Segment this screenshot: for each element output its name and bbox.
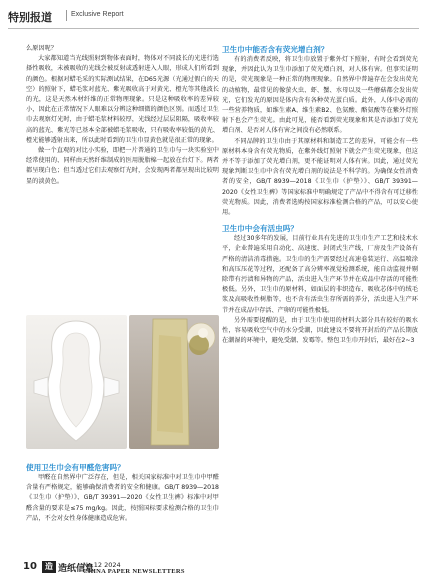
logo-mark: 造 [42,561,56,573]
yellowed-pad-image [129,315,219,449]
section-heading: 使用卫生巾会有甲醛危害吗？ [26,463,125,472]
sanitary-pad-image [26,315,127,449]
page-header [0,0,427,30]
issue-number: No.12 2024 [83,561,121,569]
header-rule [8,28,419,29]
paragraph: 有的消费者反映，将卫生巾放置于紫外灯下照射，有时会看到荧光现象，并因此认为卫生巾添加了荧光增白剂，对人体有害。但事实证明的是，荧光现象是一种正常的物理现象。自然界中普遍存在会发出荧光的动植物，最常见的像萤火虫、虾、蟹、水母以及一些蘑菇都会发出荧光，它们发光的原因是体内含有各种荧光蛋白质。此外，人体中必需的一些营养物质，如维生素A、维生素B2、色氨酸、酪氨酸等在紫外灯照射下也会产生荧光。由此可见，能否看到荧光现象和其是否添加了荧光增白剂、是否对人体有害之间没有必然联系。 [222,56,418,135]
header-divider [66,10,67,21]
magazine-brand: CHINA PAPER NEWSLETTERS [83,568,185,575]
page-number: 10 [23,561,37,572]
paragraph: 不同品牌的卫生巾由于其原材料和制造工艺的差异，可能会有一些原材料本身含有荧光物质，在紫外线灯照射下就会产生荧光现象，但这并不等于添加了荧光增白剂，更不能证明对人体有害。因此，通过荧光现象判断卫生巾中含有荧光增白剂的说法是不科学的。为确保女性消费者的安全，GB/T 8939—2018《卫生巾（护垫）》、GB/T 39391—2020《女性卫生裤》等国家标准中明确规定了产品中不得含有可迁移性荧光物质。因此，消费者选购按国家标准检测合格的产品，可以安心使用。 [222,137,418,217]
page-footer [0,556,427,579]
left-column [26,44,219,187]
paragraph: 甲醛在自然界中广泛存在，但是，相关国家标准中对卫生巾中甲醛含量有严格规定，能够确保消费者的安全和健康。GB/T 8939—2018《卫生巾（护垫）》、GB/T 39391—2020《女性卫生裤》标准中对甲醛含量的要求是≤75 mg/kg。因此，按照国标要求检测合格的卫生巾产品，不会对女性身体健康造成危害。 [26,474,219,522]
paragraph: 做一个直观的对比小实验，即把一片普通的卫生巾与一块实验室中经常使用的、同样由天然纤维制成的医用脱脂棉一起放在台灯下。两者都呈现白色；但当透过它们去观察灯光时，会发现两者都呈现出比较明显的淡黄色。 [26,147,219,185]
paragraph: 另外需要提醒的是，由于卫生巾使用的材料大部分具有较好的吸水性，容易吸收空气中的水分受潮，因此建议不要将开封后的产品长期放在潮湿的环境中，避免受潮、发霉等。整包卫生巾开封后，最好在2~3 [222,316,418,345]
product-photos [26,315,219,449]
section-heading: 卫生巾中能否含有荧光增白剂？ [222,45,329,54]
paragraph: 么原因呢？ [26,45,57,52]
pad-photo [26,315,127,449]
section-title: 特别报道 [8,11,52,24]
magazine-name: 造纸信息 [58,564,95,574]
section-heading: 卫生巾中会有活虫吗？ [222,224,298,234]
section-subtitle: Exclusive Report [71,11,124,18]
pulp-photo [129,315,219,449]
right-column [222,44,418,346]
paragraph: 经过30多年的发展，目前行业具有先进的卫生巾生产工艺和技术水平，企业普遍采用自动化、高速度、封闭式生产线，厂房及生产设备有严格的清洁消毒措施。卫生巾的生产需要经过高速卷装运行、高温喷涂和高压压花等过程，还配备了高分辨率视觉检测系统，能自动监视并剔除带有污渍和异物的产品，活虫进入生产环节并在成品中存活的可能性极低。另外，卫生巾的原材料，如面层的非织造布、吸收芯体中的绒毛浆及高吸收性树脂等，也不含有活虫生存所需的养分，活虫进入生产环节并在成品中存活、产卵的可能性极低。 [222,235,418,314]
left-lower-column [26,462,219,524]
paragraph: 大家都知道当光线照射到物体表面时，物体对不同波长的光进行选择性吸收，未被吸收的光线会被反射或透射进入人眼，形成人们所看到的颜色。根据对蜡毛采的实际测试结果，在D65光源（光通过假白的天空）的照射下，蜡毛浆对蓝光、紫光吸收高于对黄光、橙光等其他波长的光，这是天然木材纤维的正常物理现象。只是这种吸收率的差异较小，因此在正常情况下人眼难以分辨这种细微的颜色区别。而透过卫生巾去观察灯光时，由于蜡毛浆材料较厚，光线经过层层阻隔，吸收率较高的蓝光、紫光等已基本全部被蜡毛浆吸收，只有吸收率较低的黄光、橙光能够透射出来，所以此时看到的卫生巾显黄色就是很正常的现象。 [26,55,219,144]
